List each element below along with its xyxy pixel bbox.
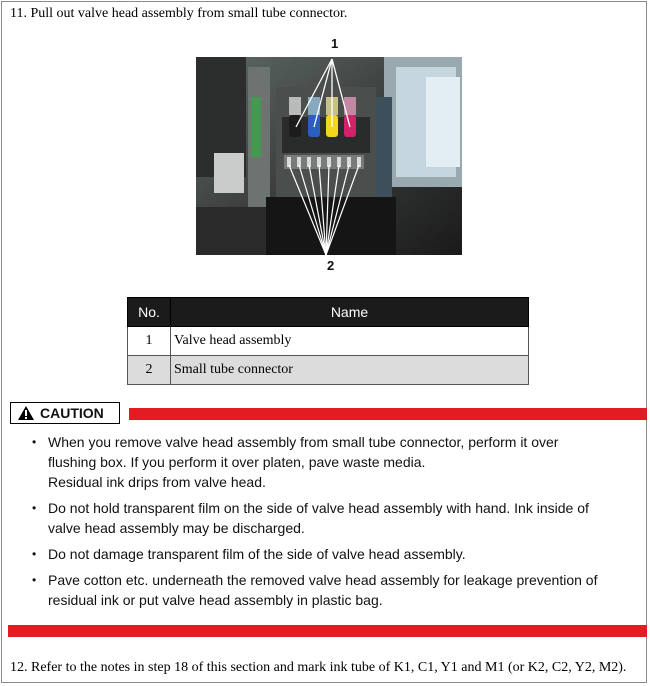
- note-line: valve head assembly may be discharged.: [48, 520, 305, 536]
- valve-head-photo: [196, 57, 462, 255]
- table-cell-no: 1: [128, 327, 171, 356]
- note-line: • Do not damage transparent film of the side of valve head assembly.: [48, 546, 466, 562]
- table-cell-no: 2: [128, 356, 171, 385]
- warning-triangle-icon: [17, 405, 35, 421]
- valve-head-figure: [188, 36, 468, 276]
- note-line: • When you remove valve head assembly from small tube connector, perform it over: [48, 434, 559, 450]
- parts-table: [127, 297, 529, 385]
- table-row: [128, 356, 529, 385]
- caution-list: [30, 432, 630, 616]
- list-item: [30, 570, 630, 610]
- callout-2-label: 2: [327, 258, 335, 273]
- caution-label: CAUTION: [40, 405, 104, 421]
- table-header-row: [128, 298, 529, 327]
- note-line: • Pave cotton etc. underneath the removed valve head assembly for leakage prevention of: [48, 572, 598, 588]
- list-item: [30, 432, 630, 492]
- table-cell-name: Small tube connector: [171, 356, 529, 385]
- table-row: [128, 327, 529, 356]
- table-cell-name: Valve head assembly: [171, 327, 529, 356]
- list-item: [30, 498, 630, 538]
- note-line: Residual ink drips from valve head.: [48, 474, 266, 490]
- column-header-no: No.: [128, 298, 171, 327]
- note-line: residual ink or put valve head assembly in plastic bag.: [48, 592, 383, 608]
- column-header-name: Name: [171, 298, 529, 327]
- note-line: • Do not hold transparent film on the side of valve head assembly with hand. Ink inside of: [48, 500, 589, 516]
- caution-badge: [10, 402, 120, 424]
- callout-1-label: 1: [331, 36, 339, 51]
- step-11-text: 11. Pull out valve head assembly from small tube connector.: [10, 6, 348, 21]
- page-frame: [1, 1, 647, 683]
- step-12-text: 12. Refer to the notes in step 18 of this section and mark ink tube of K1, C1, Y1 and M1 (or K2, C2, Y2, M2).: [10, 660, 627, 675]
- list-item: [30, 544, 630, 564]
- caution-bottom-bar: [8, 625, 647, 637]
- note-line: flushing box. If you perform it over platen, pave waste media.: [48, 454, 426, 470]
- caution-top-bar: [129, 408, 647, 420]
